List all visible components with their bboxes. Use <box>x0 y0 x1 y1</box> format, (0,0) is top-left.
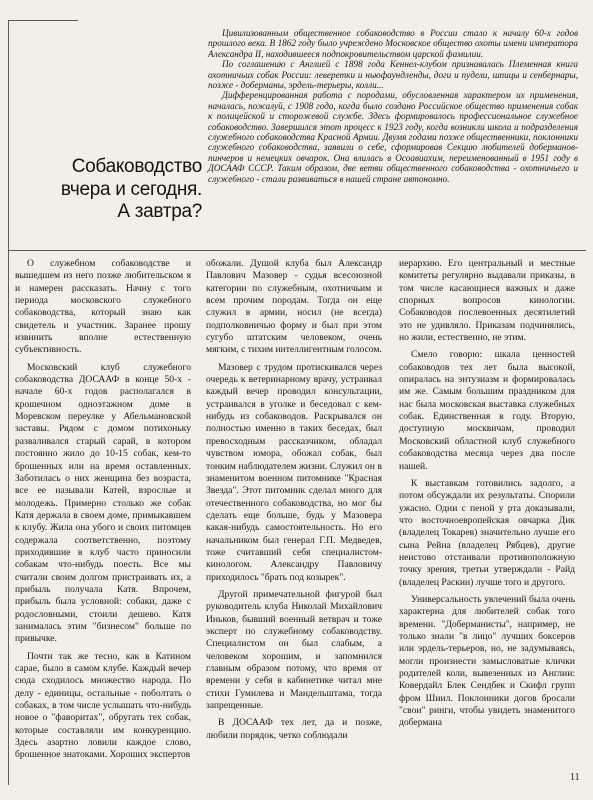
body-paragraph: Другой примечательной фигурой был руководитель клуба Николай Михайлович Иньков, бывший военный ветврач и тоже эксперт по служебному собаководству. Специалистом он был слабым, а человеком хорошим, и запомнился главным образом потому, что время от времени у себя в кабинетике читал мне стихи Гумилева и Мандельштама, тогда запрещенные. <box>206 588 382 712</box>
intro-paragraph: По соглашению с Англией с 1898 года Кеннел-клубом признавалась Племенная книга охотничьих собак России: леверетки и ньюфаундленды, доги и пудели, шпицы и сенбернары, позже - доберманы, эрдель-терьеры, колли... <box>208 59 578 91</box>
body-paragraph: В ДОСААФ тех лет, да и позже, любили порядок, четко соблюдали <box>206 717 382 741</box>
intro-paragraph: Цивилизованным общественное собаководство в России стало к началу 60-х годов прошлого века. В 1862 году было учреждено Московское общество охоты имени императора Александра II, находившееся подпокровительством царской фамилии. <box>208 28 578 59</box>
text-column-3 <box>399 258 575 735</box>
section-divider-rule <box>8 250 586 251</box>
body-paragraph: Мазовер с трудом протискивался через очередь к ветеринарному врачу, устраивал каждый вечер проводил консультации, устраивался в уголке и беседовал с кем-нибудь из собаководов. Раскрывался он полностью именно в таких беседах, был превосходным рассказчиком, обладал чувством юмора, обожал собак, был тонким наблюдателем жизни. Служил он в знаменитом военном питомнике "Красная Звезда". Этот питомник сделал много для отечественного собаководства, но мог бы сделать еще больше, будь у Мазовера какая-нибудь самостоятельность. Но его начальником был генерал Г.П. Медведев, тоже считавший себя специалистом-кинологом. Александру Павловичу приходилось "брать под козырек". <box>206 361 382 583</box>
left-margin-rule <box>8 20 9 785</box>
body-paragraph: обожали. Душой клуба был Александр Павлович Мазовер - судья всесоюзной категории по служебным, охотничьим и всем прочим породам. Тогда он еще служил в армии, носил (не всегда) подполковничью форму и был при этом сугубо штатским человеком, очень мягким, с тихим интеллигентным голосом. <box>206 258 382 356</box>
article-title <box>22 156 202 224</box>
title-line: вчера и сегодня. <box>60 178 202 200</box>
body-paragraph: Московский клуб служебного собаководства ДОСААФ в конце 50-х - начале 60-х годов располагался в крошечном одноэтажном доме в Моревском переулке у Абельмановской заставы. Рядом с домом потихоньку разваливался старый сарай, в котором постоянно жило до 10-15 собак, кем-то брошенных или на время оставленных. Заботилась о них женщина без возраста, все ее называли Катей, взрослые и молодежь. Примерно столько же собак Катя держала в своем доме, примыкавшем к клубу. Жила она убого и своих питомцев содержала соответственно, поэтому приходившие в клуб часто приносили собакам что-нибудь поесть. Все мы считали своим долгом пристраивать их, а прибыль получала Катя. Впрочем, прибыль была условной: собаки, даже с родословными, стоили дешево. Катя занималась этим "бизнесом" больше по привычке. <box>15 361 191 645</box>
body-paragraph: Смело говорю: шкала ценностей собаководов тех лет была высокой, опиралась на энтузиазм и формировалась им же. Самым большим праздником для нас была московская выставка служебных собак. Единственная в году. Вторую, доступную москвичам, проводил Московский областной клуб служебного собаководства месяца через два после нашей. <box>399 349 575 472</box>
page-number: 11 <box>570 772 580 783</box>
text-column-1 <box>15 258 191 767</box>
body-paragraph: Почти так же тесно, как в Катином сарае, было в самом клубе. Каждый вечер сюда сходилось множество народа. По делу - единицы, остальные - поболтать о собаках, в том числе услышать что-нибудь новое о "фаворитах", обругать тех собак, которые составляли им конкуренцию. Здесь азартно ловили каждое слово, брошенное знатоками. Хороших экспертов <box>15 650 191 761</box>
intro-block <box>208 28 578 184</box>
body-paragraph: К выставкам готовились задолго, а потом обсуждали их результаты. Спорили ужасно. Одни с пеной у рта доказывали, что восточноевропейская овчарка Дик (владелец Токарев) значительно лучше его сына Рейна (владелец Рябцев), другие неистово отстаивали противоположную точку зрения, третьи утверждали - Райд (владелец Раскин) лучше того и другого. <box>399 477 575 588</box>
intro-paragraph: Дифференцированная работа с породами, обусловленная характером их применения, началась, пожалуй, с 1908 года, когда было создано Российское общество применения собак к полицейской и сторожевой службе. Здесь формировалось профессиональное служебное собаководство. Завершился этот процесс к 1923 году, когда возникли школа и подразделения служебного собаководства Красной Армии. Двумя годами позже общественники, поклонники служебного собаководства, заявили о себе, сформировав Секцию любителей доберманов-пинчеров и немецких овчарок. Она влилась в Осоавиахим, переименованный в 1951 году в ДОСААФ СССР. Таким образом, две ветви общественного собаководства - охотничьего и служебного - стали развиваться в нашей стране автономно. <box>208 90 578 184</box>
top-corner-rule <box>8 20 78 21</box>
text-column-2 <box>206 258 382 747</box>
title-line: А завтра? <box>117 201 202 222</box>
body-paragraph: Универсальность увлечений была очень характерна для любителей собак того времени. "Доберманисты", например, не только знали "в лицо" лучших боксеров или эрдель-терьеров, но, не задумываясь, могли произнести замысловатые клички родителей коли, вывезенных из Англии: Ковердайл Блек Сендбек и Скифл групп фром Шиил. Поклонники догов бросали "свои" ринги, чтобы увидеть знаменитого добермана <box>399 593 575 729</box>
body-paragraph: иерархию. Его центральный и местные комитеты регулярно выдавали приказы, в том числе касающиеся важных и даже спорных вопросов кинологии. Собаководов послевоенных десятилетий это не удивляло. Приказам подчинялись, но жили, естественно, не этим. <box>399 258 575 344</box>
title-line: Собаководство <box>71 156 202 177</box>
body-paragraph: О служебном собаководстве и вышедшем из него позже любительском я и намерен рассказать. Начну с того периода московского служебного собаководства, который знаю как свидетель и участник. Заранее прошу извинить вполне естественную субъективность. <box>15 258 191 356</box>
